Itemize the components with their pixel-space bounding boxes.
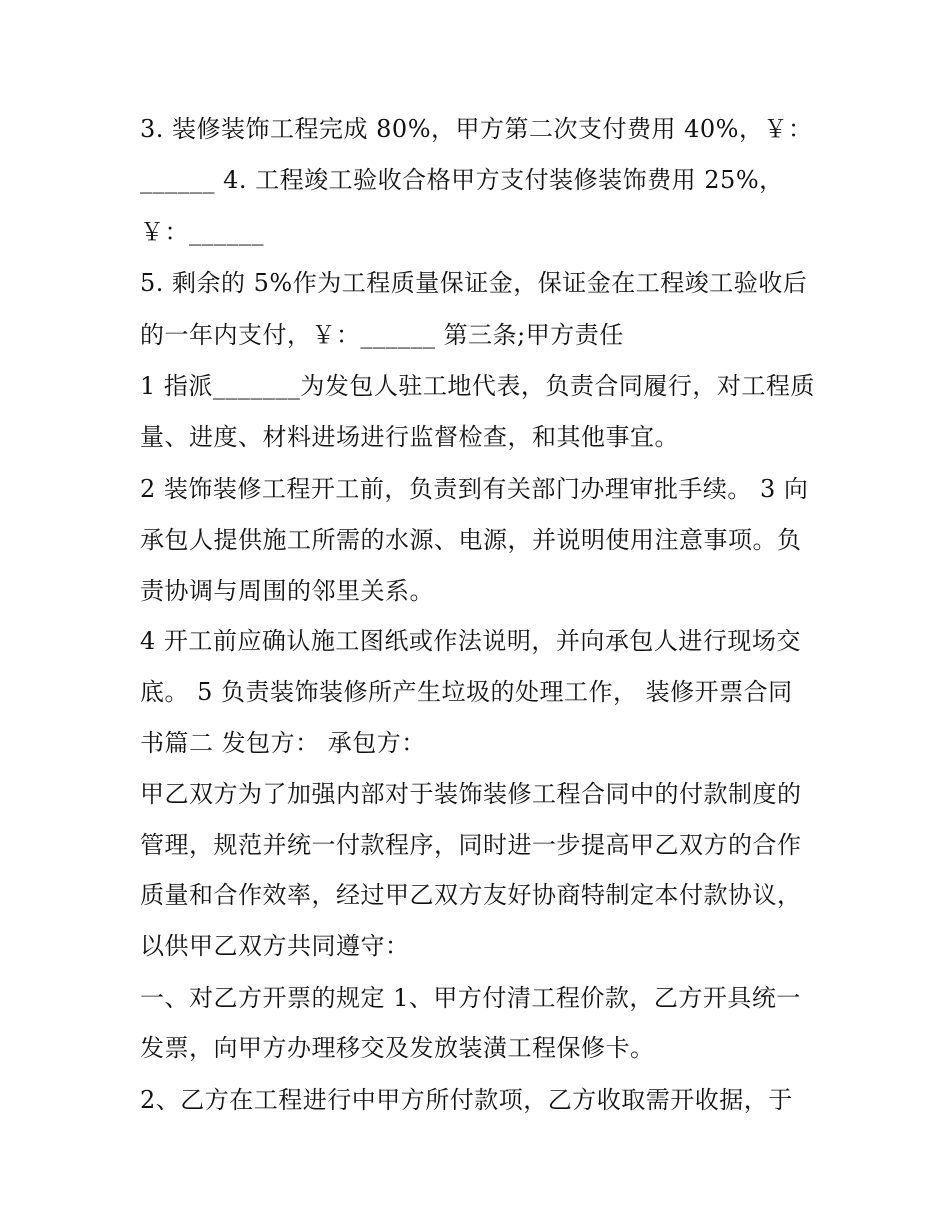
text-line: 底。 5 负责装饰装修所产生垃圾的处理工作， 装修开票合同 (140, 678, 793, 706)
text-line: 量、进度、材料进场进行监督检查，和其他事宜。 (140, 423, 679, 451)
text-line: ______ 4. 工程竣工验收合格甲方支付装修装饰费用 25%， (140, 166, 784, 194)
text-line: 1 指派_______为发包人驻工地代表，负责合同履行，对工程质 (140, 372, 815, 400)
text-line: 书篇二 发包方： 承包方： (140, 729, 426, 757)
text-line: 以供甲乙双方共同遵守： (140, 932, 410, 960)
text-line: 的一年内支付，￥：______ 第三条;甲方责任 (140, 321, 624, 349)
text-line: 责协调与周围的邻里关系。 (140, 577, 434, 605)
text-line: ￥：______ (140, 218, 264, 246)
text-line: 质量和合作效率，经过甲乙双方友好协商特制定本付款协议， (140, 881, 802, 909)
text-line: 一、对乙方开票的规定 1、甲方付清工程价款，乙方开具统一 (140, 984, 801, 1012)
text-line: 承包人提供施工所需的水源、电源，并说明使用注意事项。负 (140, 526, 802, 554)
text-line: 发票，向甲方办理移交及发放装潢工程保修卡。 (140, 1034, 655, 1062)
text-line: 3. 装修装饰工程完成 80%，甲方第二次支付费用 40%，￥： (140, 115, 813, 143)
text-line: 4 开工前应确认施工图纸或作法说明，并向承包人进行现场交 (140, 627, 801, 655)
text-line: 甲乙双方为了加强内部对于装饰装修工程合同中的付款制度的 (140, 780, 802, 808)
text-line: 2 装饰装修工程开工前，负责到有关部门办理审批手续。 3 向 (140, 475, 809, 503)
text-line: 5. 剩余的 5%作为工程质量保证金，保证金在工程竣工验收后 (140, 269, 808, 297)
text-line: 2、乙方在工程进行中甲方所付款项，乙方收取需开收据，于 (140, 1086, 793, 1114)
text-line: 管理，规范并统一付款程序，同时进一步提高甲乙双方的合作 (140, 831, 802, 859)
